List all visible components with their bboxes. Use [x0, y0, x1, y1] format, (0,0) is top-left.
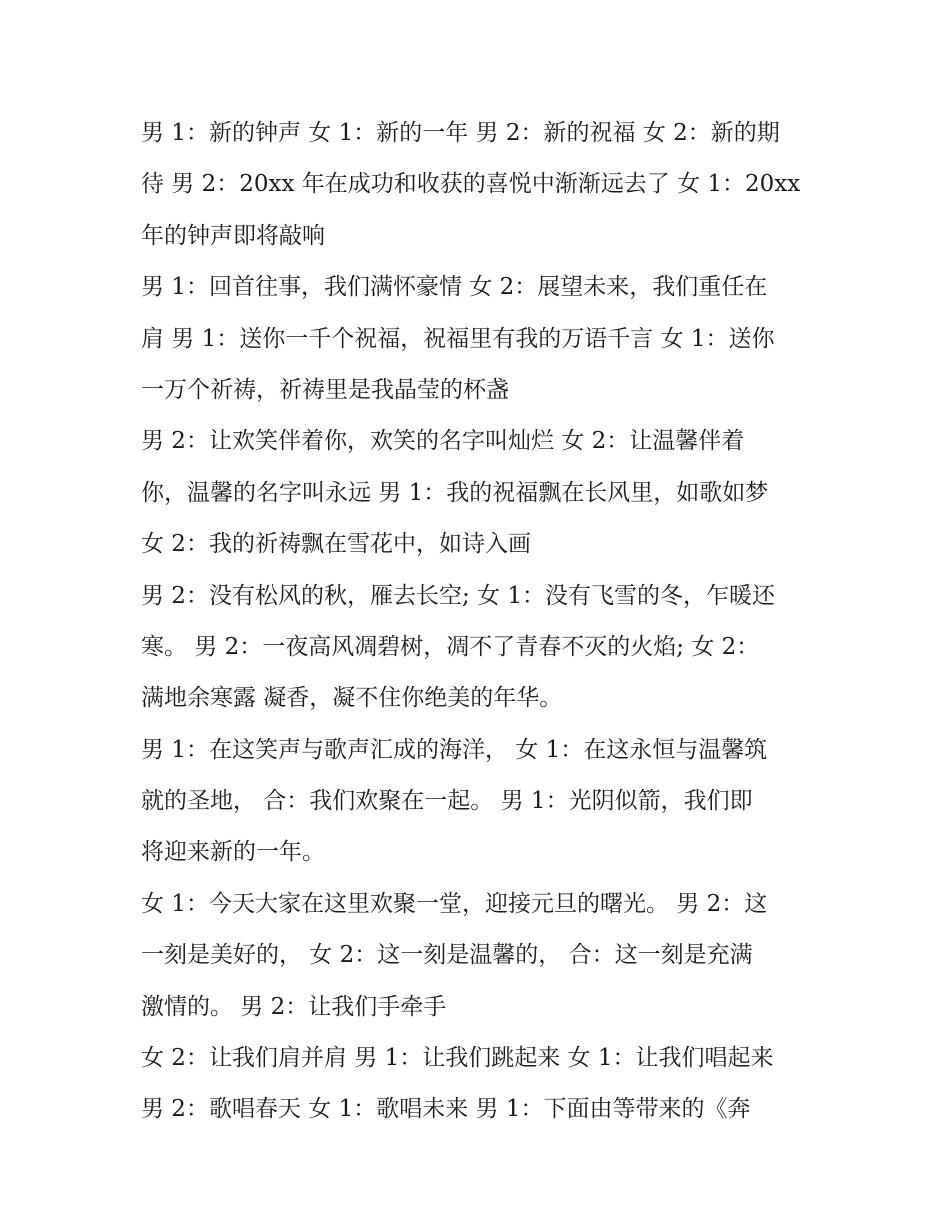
text-line: 男 1：回首往事，我们满怀豪情 女 2：展望未来，我们重任在 [141, 274, 768, 301]
text-line: 就的圣地， 合：我们欢聚在一起。 男 1：光阴似箭，我们即 [141, 788, 753, 815]
text-line: 女 1：今天大家在这里欢聚一堂，迎接元旦的曙光。 男 2：这 [141, 890, 768, 917]
text-line: 你，温馨的名字叫永远 男 1：我的祝福飘在长风里，如歌如梦 [141, 479, 769, 506]
text-line: 肩 男 1：送你一千个祝福，祝福里有我的万语千言 女 1：送你 [141, 325, 775, 352]
script-text [141, 108, 821, 1136]
text-line: 年的钟声即将敲响 [141, 222, 325, 249]
text-line: 寒。 男 2：一夜高风凋碧树，凋不了青春不灭的火焰; 女 2： [141, 633, 760, 660]
text-line: 男 2：没有松风的秋，雁去长空; 女 1：没有飞雪的冬，乍暖还 [141, 582, 775, 609]
text-line: 激情的。 男 2：让我们手牵手 [141, 993, 447, 1020]
text-line: 待 男 2：20xx 年在成功和收获的喜悦中渐渐远去了 女 1：20xx [141, 171, 801, 198]
text-line: 将迎来新的一年。 [141, 839, 325, 866]
text-line: 男 1：在这笑声与歌声汇成的海洋， 女 1：在这永恒与温馨筑 [141, 736, 768, 763]
text-line: 满地余寒露 凝香，凝不住你绝美的年华。 [141, 685, 563, 712]
text-line: 一万个祈祷，祈祷里是我晶莹的杯盏 [141, 376, 509, 403]
text-line: 男 2：歌唱春天 女 1：歌唱未来 男 1：下面由等带来的《奔 [141, 1096, 751, 1123]
text-line: 男 1：新的钟声 女 1：新的一年 男 2：新的祝福 女 2：新的期 [141, 120, 780, 146]
text-line: 女 2：让我们肩并肩 男 1：让我们跳起来 女 1：让我们唱起来 [141, 1045, 774, 1072]
text-line: 男 2：让欢笑伴着你，欢笑的名字叫灿烂 女 2：让温馨伴着 [141, 428, 745, 455]
text-line: 一刻是美好的， 女 2：这一刻是温馨的， 合：这一刻是充满 [141, 942, 753, 969]
text-line: 女 2：我的祈祷飘在雪花中，如诗入画 [141, 531, 531, 558]
